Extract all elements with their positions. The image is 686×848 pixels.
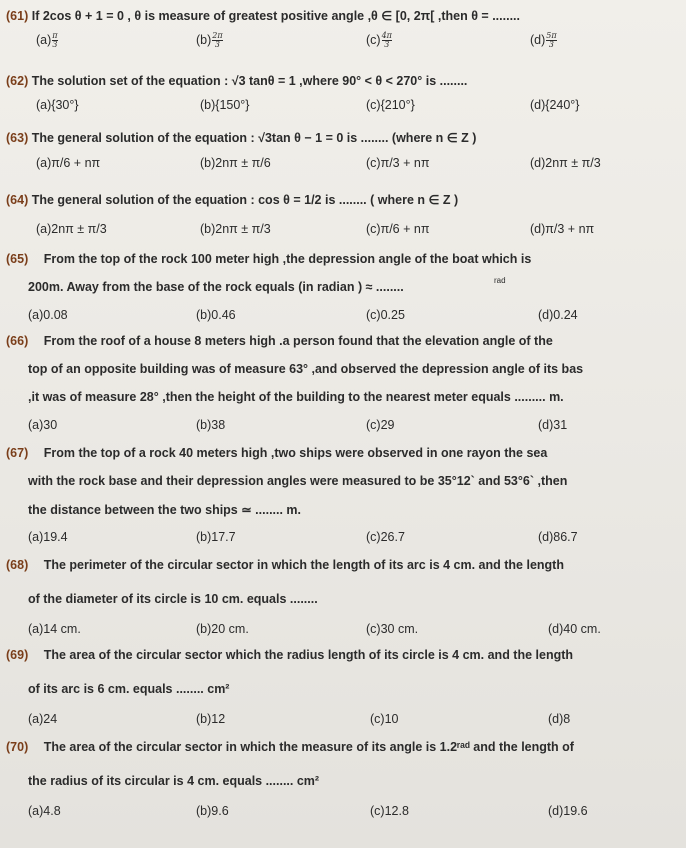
option-d[interactable]: (d){240°} bbox=[530, 98, 580, 112]
option-c[interactable]: (c)10 bbox=[370, 712, 399, 726]
question-stem: From the top of a rock 40 meters high ,two ships were observed in one rayon the sea bbox=[43, 446, 548, 460]
option-a[interactable]: (a) $\frac{\pi}{3}$ bbox=[36, 31, 58, 49]
option-b[interactable]: (b)17.7 bbox=[196, 530, 236, 544]
option-c[interactable]: (c)30 cm. bbox=[366, 622, 419, 636]
option-d[interactable]: (d)π/3 + nπ bbox=[530, 222, 595, 236]
option-b[interactable]: (b){150°} bbox=[200, 98, 250, 112]
option-c[interactable]: (c)26.7 bbox=[366, 530, 405, 544]
question-stem-line-2: of the diameter of its circle is 10 cm. equals ........ bbox=[28, 592, 318, 606]
option-d[interactable]: (d)19.6 bbox=[548, 804, 588, 818]
question-stem-line-2: 200m. Away from the base of the rock equals (in radian ) ≈ ........ bbox=[28, 280, 404, 294]
question-stem: The area of the circular sector which the radius length of its circle is 4 cm. and the length bbox=[43, 648, 574, 662]
question-stem: The general solution of the equation : √3tan θ − 1 = 0 is ........ (where n ∈ Z ) bbox=[31, 131, 477, 145]
option-c[interactable]: (c)π/3 + nπ bbox=[366, 156, 430, 170]
question-stem: If 2cos θ + 1 = 0 , θ is measure of greatest positive angle ,θ ∈ [0, 2π[ ,then θ = ........ bbox=[31, 9, 520, 23]
question-number: (68) bbox=[6, 558, 29, 572]
option-c[interactable]: (c)12.8 bbox=[370, 804, 409, 818]
question-number: (64) bbox=[6, 193, 29, 207]
option-b[interactable]: (b)20 cm. bbox=[196, 622, 249, 636]
option-c[interactable]: (c)0.25 bbox=[366, 308, 405, 322]
option-b[interactable]: (b)38 bbox=[196, 418, 226, 432]
option-d[interactable]: (d)86.7 bbox=[538, 530, 578, 544]
option-b[interactable]: (b)12 bbox=[196, 712, 226, 726]
option-a[interactable]: (a)14 cm. bbox=[28, 622, 81, 636]
question-number: (69) bbox=[6, 648, 29, 662]
option-a[interactable]: (a)24 bbox=[28, 712, 58, 726]
option-b[interactable]: (b)2nπ ± π/3 bbox=[200, 222, 271, 236]
option-c[interactable]: (c)π/6 + nπ bbox=[366, 222, 430, 236]
question-stem-line-2: with the rock base and their depression angles were measured to be 35°12` and 53°6` ,then bbox=[28, 474, 568, 488]
option-a[interactable]: (a)19.4 bbox=[28, 530, 68, 544]
option-d[interactable]: (d)2nπ ± π/3 bbox=[530, 156, 601, 170]
option-c[interactable]: (c){210°} bbox=[366, 98, 415, 112]
question-stem-line-3: ,it was of measure 28° ,then the height of the building to the nearest meter equals ......... m. bbox=[28, 390, 564, 404]
option-a[interactable]: (a)30 bbox=[28, 418, 58, 432]
question-stem: The area of the circular sector in which the measure of its angle is 1.2ʳᵃᵈ and the length of bbox=[43, 740, 574, 754]
rad-note: rad bbox=[494, 276, 506, 285]
question-number: (67) bbox=[6, 446, 29, 460]
option-b[interactable]: (b)0.46 bbox=[196, 308, 236, 322]
question-number: (61) bbox=[6, 9, 29, 23]
question-number: (65) bbox=[6, 252, 29, 266]
question-stem: The general solution of the equation : cos θ = 1/2 is ........ ( where n ∈ Z ) bbox=[31, 193, 459, 207]
question-stem-line-3: the distance between the two ships ≃ ........ m. bbox=[28, 503, 302, 517]
option-a[interactable]: (a)4.8 bbox=[28, 804, 61, 818]
question-number: (70) bbox=[6, 740, 29, 754]
question-number: (66) bbox=[6, 334, 29, 348]
question-stem: From the roof of a house 8 meters high .a person found that the elevation angle of the bbox=[43, 334, 553, 348]
question-number: (63) bbox=[6, 131, 29, 145]
question-stem-line-2: of its arc is 6 cm. equals ........ cm² bbox=[28, 682, 230, 696]
option-b[interactable]: (b)2nπ ± π/6 bbox=[200, 156, 271, 170]
option-d[interactable]: (d) $\frac{5\pi}{3}$ bbox=[530, 31, 557, 49]
option-d[interactable]: (d)0.24 bbox=[538, 308, 578, 322]
option-a[interactable]: (a){30°} bbox=[36, 98, 79, 112]
option-b[interactable]: (b) $\frac{2\pi}{3}$ bbox=[196, 31, 223, 49]
option-d[interactable]: (d)31 bbox=[538, 418, 568, 432]
question-stem: The perimeter of the circular sector in which the length of its arc is 4 cm. and the length bbox=[43, 558, 564, 572]
question-stem: From the top of the rock 100 meter high ,the depression angle of the boat which is bbox=[43, 252, 532, 266]
option-a[interactable]: (a)π/6 + nπ bbox=[36, 156, 101, 170]
option-a[interactable]: (a)2nπ ± π/3 bbox=[36, 222, 107, 236]
option-d[interactable]: (d)40 cm. bbox=[548, 622, 601, 636]
option-a[interactable]: (a)0.08 bbox=[28, 308, 68, 322]
question-stem-line-2: top of an opposite building was of measure 63° ,and observed the depression angle of its bas bbox=[28, 362, 584, 376]
option-d[interactable]: (d)8 bbox=[548, 712, 571, 726]
question-number: (62) bbox=[6, 74, 29, 88]
option-c[interactable]: (c) $\frac{4\pi}{3}$ bbox=[366, 31, 392, 49]
question-stem: The solution set of the equation : √3 tanθ = 1 ,where 90° < θ < 270° is ........ bbox=[31, 74, 468, 88]
option-c[interactable]: (c)29 bbox=[366, 418, 395, 432]
question-stem-line-2: the radius of its circular is 4 cm. equals ........ cm² bbox=[28, 774, 320, 788]
option-b[interactable]: (b)9.6 bbox=[196, 804, 229, 818]
